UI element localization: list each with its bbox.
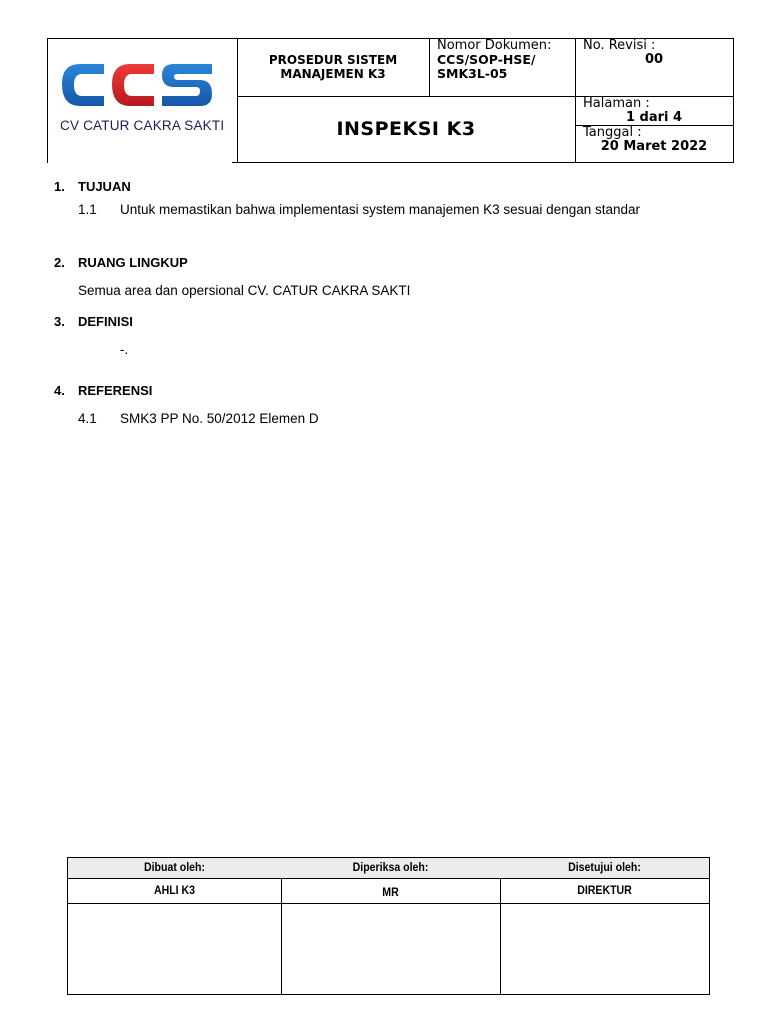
page-label: Halaman : — [583, 96, 650, 111]
system-title: PROSEDUR SISTEM MANAJEMEN K3 — [268, 53, 398, 81]
signature-header-approved-by: Disetujui oleh: — [568, 860, 641, 874]
section-heading-ruang-lingkup: 2. RUANG LINGKUP — [54, 255, 188, 270]
signature-role-mr: MR — [382, 885, 399, 899]
section-paragraph: -. — [120, 342, 129, 357]
ccs-logo-mark — [58, 56, 218, 116]
doc-number-label: Nomor Dokumen: — [437, 38, 552, 53]
revision-value: 00 — [644, 52, 664, 67]
date-label: Tanggal : — [583, 125, 642, 140]
logo-company-name: CV CATUR CAKRA SAKTI — [60, 118, 225, 133]
date-value: 20 Maret 2022 — [600, 139, 708, 154]
signature-header-made-by: Dibuat oleh: — [143, 860, 205, 874]
doc-number-value: CCS/SOP-HSE/ SMK3L-05 — [437, 52, 536, 81]
signature-role-direktur: DIREKTUR — [577, 883, 632, 897]
section-heading-tujuan: 1. TUJUAN — [54, 179, 131, 194]
signature-box-ahli-k3 — [68, 904, 281, 994]
signature-header-checked-by: Diperiksa oleh: — [352, 860, 429, 874]
signature-table — [67, 857, 710, 995]
signature-box-mr — [282, 904, 500, 994]
page-title: INSPEKSI K3 — [336, 118, 476, 140]
section-heading-referensi: 4. REFERENSI — [54, 383, 153, 398]
page-value: 1 dari 4 — [625, 110, 683, 125]
signature-box-direktur — [501, 904, 709, 994]
revision-label: No. Revisi : — [583, 38, 656, 53]
section-paragraph: Semua area dan opersional CV. CATUR CAKRA SAKTI — [78, 283, 411, 298]
section-heading-definisi: 3. DEFINISI — [54, 314, 133, 329]
signature-role-ahli-k3: AHLI K3 — [153, 883, 196, 897]
